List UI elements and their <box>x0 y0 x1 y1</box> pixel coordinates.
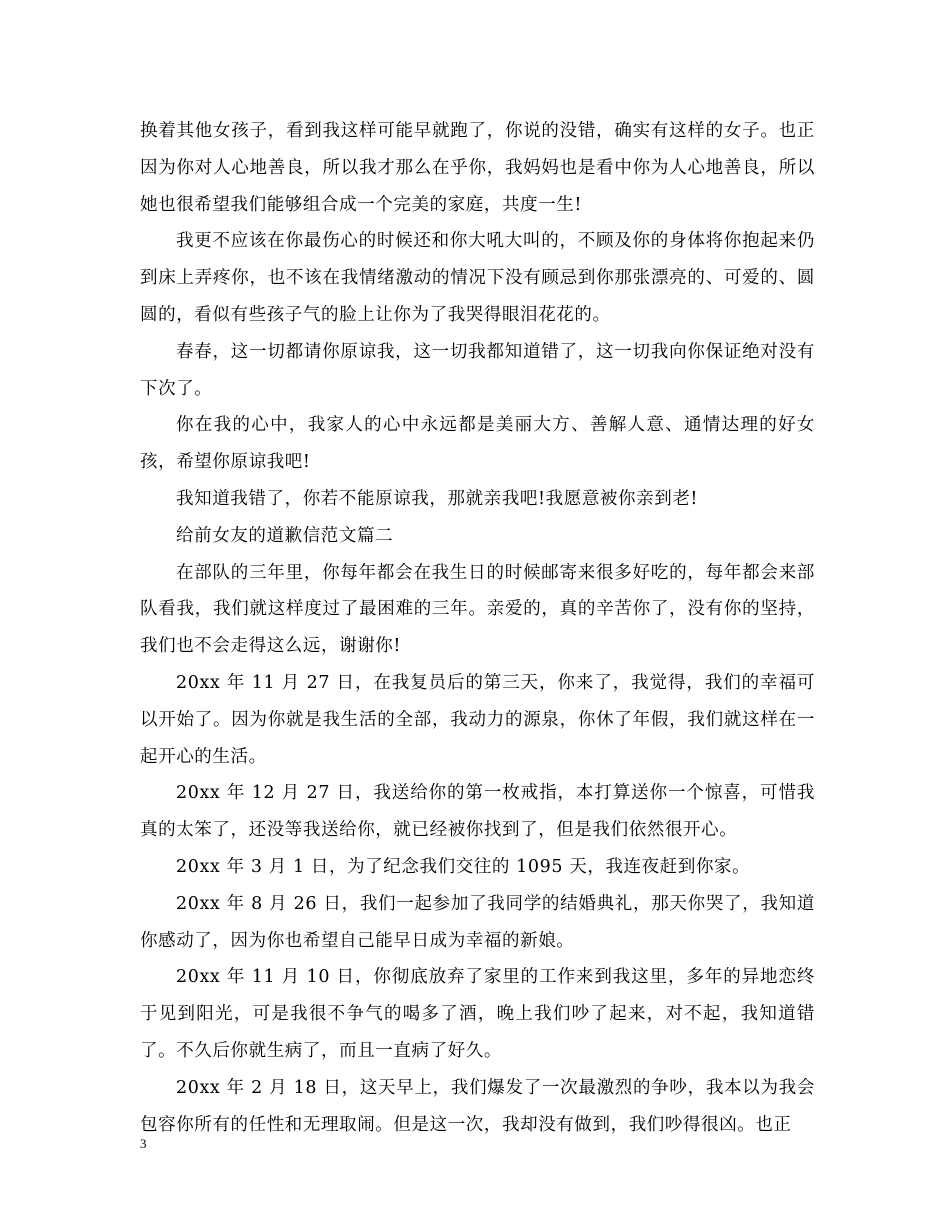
paragraph: 你在我的心中，我家人的心中永远都是美丽大方、善解人意、通情达理的好女孩，希望你原谅我吧! <box>140 415 815 473</box>
paragraph: 在部队的三年里，你每年都会在我生日的时候邮寄来很多好吃的，每年都会来部队看我，我们就这样度过了最困难的三年。亲爱的，真的辛苦你了，没有你的坚持，我们也不会走得这么远，谢谢你! <box>140 562 815 657</box>
paragraph: 20xx 年 2 月 18 日，这天早上，我们爆发了一次最激烈的争吵，我本以为我会包容你所有的任性和无理取闹。但是这一次，我却没有做到，我们吵得很凶。也正 <box>140 1077 815 1135</box>
page-number: 3 <box>140 1136 147 1151</box>
paragraph: 我知道我错了，你若不能原谅我，那就亲我吧!我愿意被你亲到老! <box>176 488 699 509</box>
section-heading: 给前女友的道歉信范文篇二 <box>176 525 394 546</box>
paragraph: 我更不应该在你最伤心的时候还和你大吼大叫的，不顾及你的身体将你抱起来仍到床上弄疼你，也不该在我情绪激动的情况下没有顾忌到你那张漂亮的、可爱的、圆圆的，看似有些孩子气的脸上让你为了我哭得眼泪花花的。 <box>140 231 815 325</box>
paragraph: 20xx 年 11 月 27 日，在我复员后的第三天，你来了，我觉得，我们的幸福可以开始了。因为你就是我生活的全部，我动力的源泉，你休了年假，我们就这样在一起开心的生活。 <box>140 672 815 767</box>
paragraph: 20xx 年 11 月 10 日，你彻底放弃了家里的工作来到我这里，多年的异地恋终于见到阳光，可是我很不争气的喝多了酒，晚上我们吵了起来，对不起，我知道错了。不久后你就生病了，而且一直病了好久。 <box>140 967 815 1061</box>
paragraph: 春春，这一切都请你原谅我，这一切我都知道错了，这一切我向你保证绝对没有下次了。 <box>140 341 815 399</box>
paragraph: 20xx 年 3 月 1 日，为了纪念我们交往的 1095 天，我连夜赶到你家。 <box>176 856 751 877</box>
paragraph: 20xx 年 12 月 27 日，我送给你的第一枚戒指，本打算送你一个惊喜，可惜我真的太笨了，还没等我送给你，就已经被你找到了，但是我们依然很开心。 <box>140 783 815 841</box>
document-body <box>140 113 815 1143</box>
paragraph: 换着其他女孩子，看到我这样可能早就跑了，你说的没错，确实有这样的女子。也正因为你对人心地善良，所以我才那么在乎你，我妈妈也是看中你为人心地善良，所以她也很希望我们能够组合成一个完美的家庭，共度一生! <box>140 121 815 215</box>
paragraph: 20xx 年 8 月 26 日，我们一起参加了我同学的结婚典礼，那天你哭了，我知道你感动了，因为你也希望自己能早日成为幸福的新娘。 <box>140 893 815 951</box>
